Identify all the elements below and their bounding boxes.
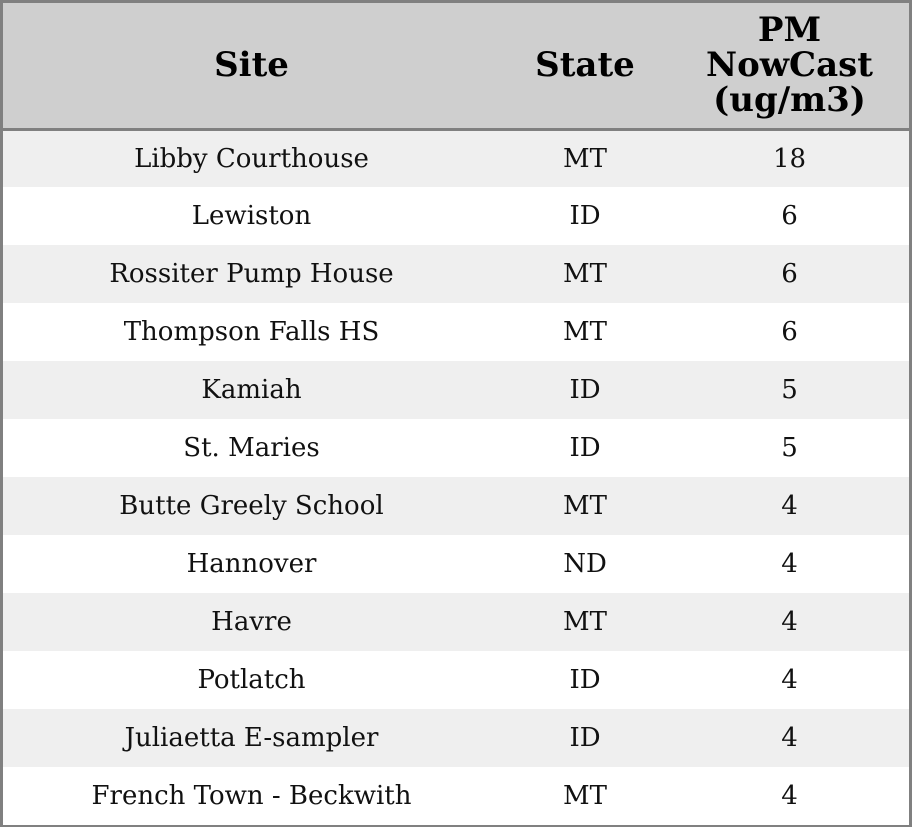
- state-cell: ID: [569, 201, 601, 231]
- table-row: [3, 767, 909, 825]
- site-cell: St. Maries: [183, 433, 320, 463]
- pm-nowcast-cell: 4: [781, 549, 798, 579]
- pm-nowcast-cell: 4: [781, 781, 798, 811]
- column-header-state: State: [500, 3, 670, 129]
- pm-nowcast-cell: 6: [781, 201, 798, 231]
- state-cell: MT: [563, 259, 607, 289]
- site-cell: Hannover: [186, 549, 317, 579]
- header-row: [3, 3, 909, 129]
- table-row: [3, 593, 909, 651]
- pm-nowcast-cell: 6: [781, 317, 798, 347]
- table-row: [3, 709, 909, 767]
- table-row: [3, 129, 909, 187]
- table-row: [3, 187, 909, 245]
- table-body: [3, 129, 909, 825]
- table-row: [3, 651, 909, 709]
- state-cell: ID: [569, 375, 601, 405]
- table-row: [3, 419, 909, 477]
- site-cell: Lewiston: [191, 201, 312, 231]
- table-row: [3, 477, 909, 535]
- site-cell: Juliaetta E-sampler: [124, 723, 379, 753]
- pm-nowcast-cell: 4: [781, 491, 798, 521]
- site-cell: Potlatch: [197, 665, 306, 695]
- state-cell: MT: [563, 491, 607, 521]
- pm-nowcast-cell: 6: [781, 259, 798, 289]
- state-cell: MT: [563, 607, 607, 637]
- column-header-site: Site: [3, 3, 500, 129]
- state-cell: ID: [569, 723, 601, 753]
- site-cell: Havre: [211, 607, 292, 637]
- site-cell: Libby Courthouse: [134, 143, 369, 174]
- site-cell: Rossiter Pump House: [109, 259, 394, 289]
- pm-nowcast-cell: 5: [781, 375, 798, 405]
- table-row: [3, 245, 909, 303]
- pm-nowcast-cell: 5: [781, 433, 798, 463]
- site-cell: Kamiah: [201, 375, 302, 405]
- state-cell: MT: [563, 317, 607, 347]
- table-row: [3, 535, 909, 593]
- pm-nowcast-cell: 4: [781, 607, 798, 637]
- site-cell: French Town - Beckwith: [91, 781, 412, 811]
- state-cell: MT: [563, 143, 607, 174]
- pm-nowcast-cell: 4: [781, 723, 798, 753]
- data-table: [3, 3, 909, 825]
- state-cell: ID: [569, 433, 601, 463]
- site-cell: Thompson Falls HS: [123, 317, 380, 347]
- table-row: [3, 303, 909, 361]
- state-cell: ID: [569, 665, 601, 695]
- pm-nowcast-cell: 18: [772, 143, 807, 174]
- table-header: [3, 3, 909, 129]
- pm-nowcast-cell: 4: [781, 665, 798, 695]
- state-cell: MT: [563, 781, 607, 811]
- column-header-pm-nowcast: PM NowCast (ug/m3): [670, 3, 909, 129]
- state-cell: ND: [563, 549, 607, 579]
- site-cell: Butte Greely School: [119, 491, 384, 521]
- table-row: [3, 361, 909, 419]
